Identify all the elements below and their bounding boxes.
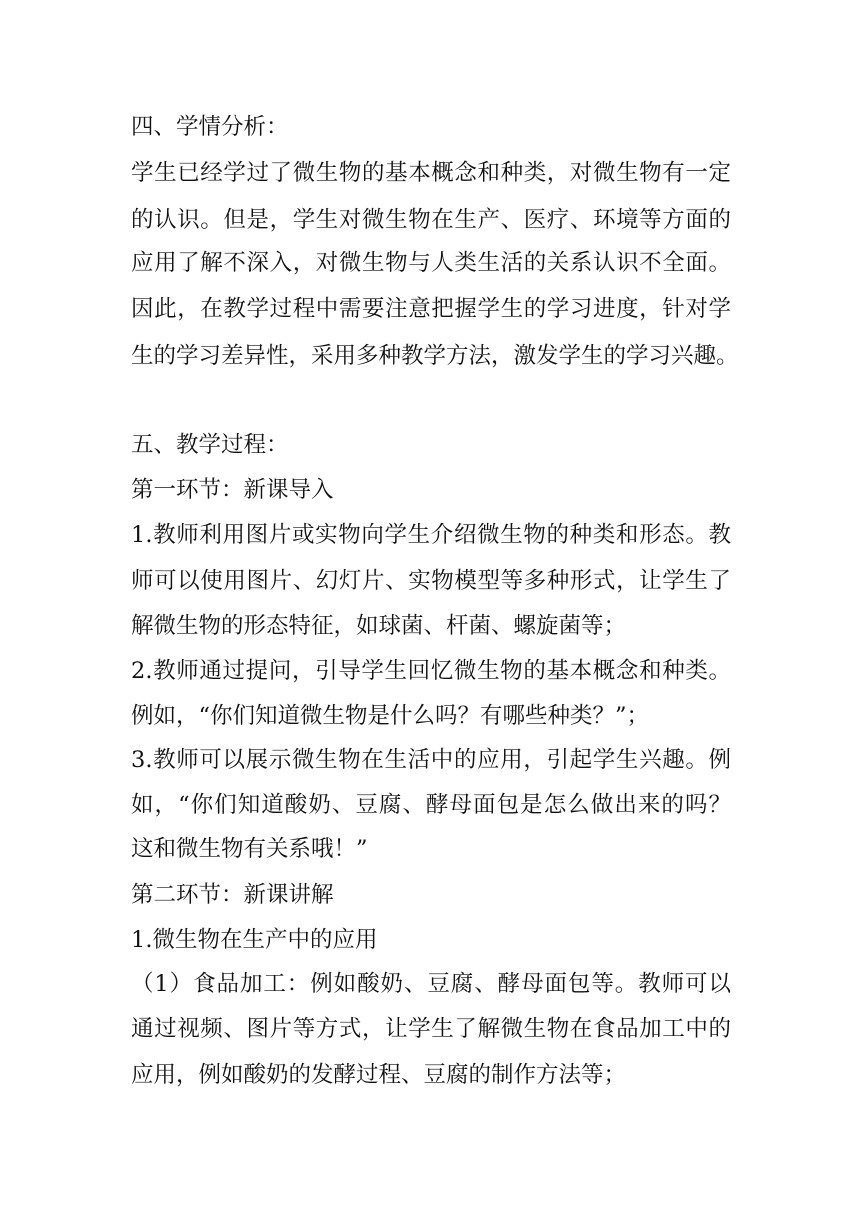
list-item-line: 如，“你们知道酸奶、豆腐、酵母面包是怎么做出来的吗？ [131,792,731,818]
paragraph-line: （1）食品加工：例如酸奶、豆腐、酵母面包等。教师可以 [131,971,731,997]
paragraph-line: 应用，例如酸奶的发酵过程、豆腐的制作方法等； [131,1062,627,1088]
paragraph-line: 学生已经学过了微生物的基本概念和种类，对微生物有一定 [131,160,731,186]
list-item-line: 解微生物的形态特征，如球菌、杆菌、螺旋菌等； [131,613,627,639]
list-item-line: 2.教师通过提问，引导学生回忆微生物的基本概念和种类。 [131,658,731,684]
paragraph-line: 通过视频、图片等方式，让学生了解微生物在食品加工中的 [131,1016,731,1042]
paragraph-line: 应用了解不深入，对微生物与人类生活的关系认识不全面。 [131,250,731,276]
paragraph-line: 因此，在教学过程中需要注意把握学生的学习进度，针对学 [131,296,731,322]
paragraph-line: 生的学习差异性，采用多种教学方法，激发学生的学习兴趣。 [131,343,739,369]
subsection-title: 1.微生物在生产中的应用 [131,927,378,953]
list-item-line: 3.教师可以展示微生物在生活中的应用，引起学生兴趣。例 [131,747,731,773]
section-heading-teaching-process: 五、教学过程： [131,432,289,458]
stage-title-introduction: 第一环节：新课导入 [131,477,334,503]
paragraph-line: 的认识。但是，学生对微生物在生产、医疗、环境等方面的 [131,207,731,233]
list-item-line: 1.教师利用图片或实物向学生介绍微生物的种类和形态。教 [131,522,731,548]
section-heading-student-analysis: 四、学情分析： [131,114,289,140]
stage-title-lecture: 第二环节：新课讲解 [131,882,334,908]
list-item-line: 师可以使用图片、幻灯片、实物模型等多种形式，让学生了 [131,568,731,594]
list-item-line: 这和微生物有关系哦！” [131,836,368,862]
list-item-line: 例如，“你们知道微生物是什么吗？有哪些种类？”； [131,703,650,729]
